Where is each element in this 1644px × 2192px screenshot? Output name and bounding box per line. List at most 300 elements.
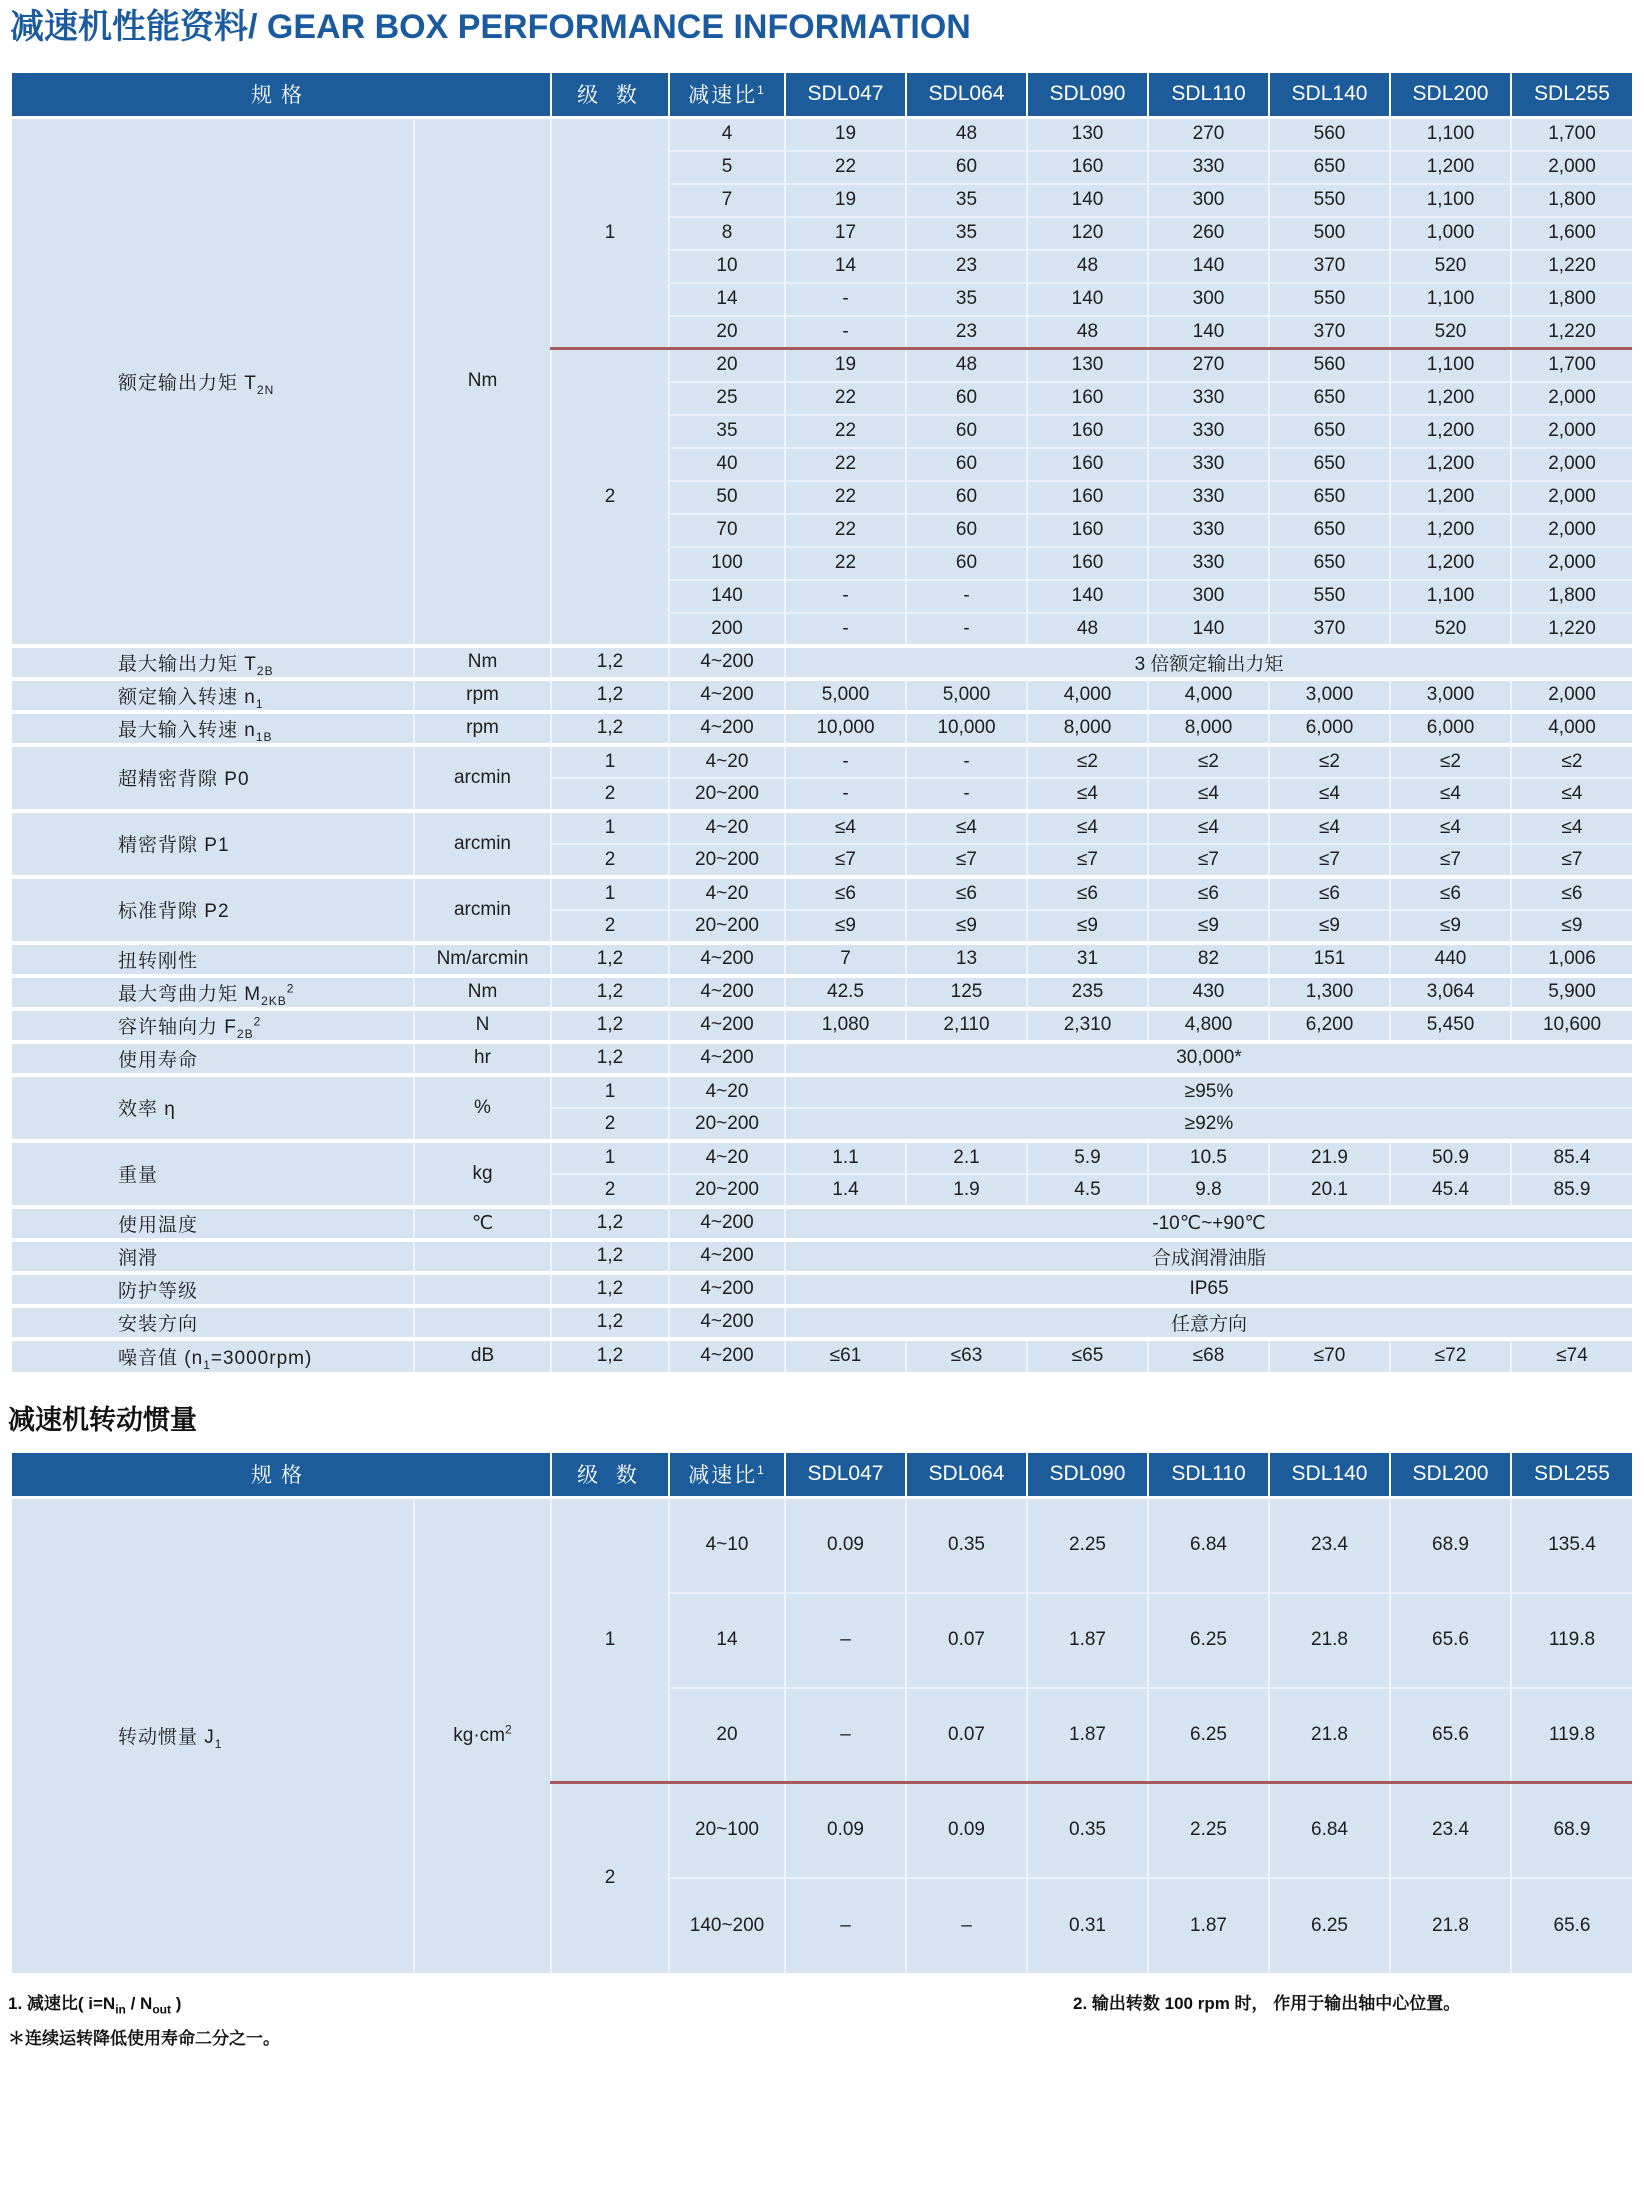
reduction-ratio-cell: 5 <box>669 151 785 184</box>
value-cell: - <box>906 613 1027 646</box>
value-cell: 0.35 <box>906 1498 1027 1593</box>
table-row <box>12 1306 1632 1339</box>
spec-label-cell: 使用温度 <box>12 1207 414 1240</box>
value-cell: 160 <box>1027 415 1148 448</box>
table-row <box>12 1009 1632 1042</box>
merged-value-cell: 合成润滑油脂 <box>785 1240 1632 1273</box>
table-row <box>12 712 1632 745</box>
spec-label-cell: 标准背隙 P2 <box>12 877 414 943</box>
value-cell: 1,700 <box>1511 349 1632 382</box>
value-cell: - <box>906 745 1027 778</box>
value-cell: 1,800 <box>1511 283 1632 316</box>
value-cell: 50.9 <box>1390 1141 1511 1174</box>
value-cell: 260 <box>1148 217 1269 250</box>
value-cell: 130 <box>1027 349 1148 382</box>
value-cell: 22 <box>785 481 906 514</box>
value-cell: 300 <box>1148 184 1269 217</box>
value-cell: ≤4 <box>1148 811 1269 844</box>
value-cell: 2.25 <box>1027 1498 1148 1593</box>
value-cell: 2,310 <box>1027 1009 1148 1042</box>
table-row <box>12 811 1632 844</box>
value-cell: 23 <box>906 250 1027 283</box>
value-cell: ≤9 <box>1511 910 1632 943</box>
value-cell: 140 <box>1027 283 1148 316</box>
reduction-ratio-cell: 35 <box>669 415 785 448</box>
table-row <box>12 1339 1632 1372</box>
value-cell: 1,300 <box>1269 976 1390 1009</box>
value-cell: 520 <box>1390 613 1511 646</box>
value-cell: 6.84 <box>1269 1783 1390 1878</box>
value-cell: ≤6 <box>1148 877 1269 910</box>
merged-value-cell: ≥95% <box>785 1075 1632 1108</box>
footnote-ratio: 1. 减速比( $i=N_{in} / N_{out}$ ) <box>8 1993 182 2016</box>
table-row <box>12 877 1632 910</box>
unit-cell <box>414 1240 551 1273</box>
value-cell: 68.9 <box>1511 1783 1632 1878</box>
column-header: SDL110 <box>1148 73 1269 118</box>
value-cell: ≤9 <box>1027 910 1148 943</box>
value-cell: 1,006 <box>1511 943 1632 976</box>
value-cell: ≤4 <box>1511 778 1632 811</box>
value-cell: 270 <box>1148 349 1269 382</box>
value-cell: 235 <box>1027 976 1148 1009</box>
value-cell: 23.4 <box>1390 1783 1511 1878</box>
reduction-ratio-cell: 4~200 <box>669 1273 785 1306</box>
unit-cell: arcmin <box>414 811 551 877</box>
unit-cell: rpm <box>414 712 551 745</box>
value-cell: 1,800 <box>1511 580 1632 613</box>
value-cell: 22 <box>785 151 906 184</box>
table-row <box>12 1042 1632 1075</box>
value-cell: ≤9 <box>1148 910 1269 943</box>
value-cell: 650 <box>1269 448 1390 481</box>
footnote-continuous-operation: ＊连续运转降低使用寿命二分之一。 <box>8 2028 280 2048</box>
reduction-ratio-cell: 4~200 <box>669 679 785 712</box>
value-cell: 160 <box>1027 448 1148 481</box>
value-cell: 60 <box>906 151 1027 184</box>
stage-count-cell: 1 <box>551 811 669 844</box>
value-cell: 160 <box>1027 481 1148 514</box>
value-cell: 48 <box>1027 250 1148 283</box>
value-cell: 0.07 <box>906 1593 1027 1688</box>
value-cell: 5,450 <box>1390 1009 1511 1042</box>
spec-label-cell: 最大弯曲力矩 $M_{2KB}^2$ <box>12 976 414 1009</box>
value-cell: ≤6 <box>1027 877 1148 910</box>
reduction-ratio-cell: 4~200 <box>669 1339 785 1372</box>
spec-label-cell: 精密背隙 P1 <box>12 811 414 877</box>
value-cell: 17 <box>785 217 906 250</box>
value-cell: 2,000 <box>1511 679 1632 712</box>
unit-cell: Nm <box>414 118 551 646</box>
stage-count-cell: 2 <box>551 778 669 811</box>
value-cell: ≤9 <box>1390 910 1511 943</box>
reduction-ratio-cell: 20 <box>669 316 785 349</box>
spec-label-cell: 效率 η <box>12 1075 414 1141</box>
value-cell: 13 <box>906 943 1027 976</box>
column-header: 规格 <box>12 1453 551 1498</box>
reduction-ratio-cell: 20~200 <box>669 910 785 943</box>
spec-label-cell: 重量 <box>12 1141 414 1207</box>
value-cell: 0.31 <box>1027 1878 1148 1973</box>
unit-cell: Nm/arcmin <box>414 943 551 976</box>
unit-cell: rpm <box>414 679 551 712</box>
value-cell: 4,000 <box>1511 712 1632 745</box>
value-cell: 130 <box>1027 118 1148 151</box>
stage-count-cell: 1 <box>551 1498 669 1783</box>
value-cell: 520 <box>1390 316 1511 349</box>
stage-count-cell: 2 <box>551 349 669 646</box>
column-header: SDL140 <box>1269 1453 1390 1498</box>
value-cell: 6,000 <box>1390 712 1511 745</box>
value-cell: 330 <box>1148 547 1269 580</box>
value-cell: 45.4 <box>1390 1174 1511 1207</box>
value-cell: 330 <box>1148 481 1269 514</box>
value-cell: ≤70 <box>1269 1339 1390 1372</box>
table-row <box>12 1240 1632 1273</box>
value-cell: 1,080 <box>785 1009 906 1042</box>
column-header: 减速比$^1$ <box>669 1453 785 1498</box>
merged-value-cell: 任意方向 <box>785 1306 1632 1339</box>
value-cell: 140 <box>1148 250 1269 283</box>
reduction-ratio-cell: 20~200 <box>669 844 785 877</box>
reduction-ratio-cell: 20 <box>669 1688 785 1783</box>
value-cell: 35 <box>906 184 1027 217</box>
value-cell: ≤61 <box>785 1339 906 1372</box>
table-row <box>12 745 1632 778</box>
value-cell: 10,000 <box>906 712 1027 745</box>
reduction-ratio-cell: 7 <box>669 184 785 217</box>
reduction-ratio-cell: 4~200 <box>669 943 785 976</box>
column-header: 级 数 <box>551 1453 669 1498</box>
value-cell: 35 <box>906 283 1027 316</box>
value-cell: 4.5 <box>1027 1174 1148 1207</box>
value-cell: 60 <box>906 382 1027 415</box>
stage-count-cell: 1,2 <box>551 943 669 976</box>
value-cell: 20.1 <box>1269 1174 1390 1207</box>
value-cell: 31 <box>1027 943 1148 976</box>
stage-count-cell: 1,2 <box>551 646 669 679</box>
spec-label-cell: 容许轴向力 $F_{2B}^2$ <box>12 1009 414 1042</box>
table-row <box>12 1141 1632 1174</box>
value-cell: 560 <box>1269 118 1390 151</box>
value-cell: 0.09 <box>785 1783 906 1878</box>
value-cell: 135.4 <box>1511 1498 1632 1593</box>
stage-count-cell: 1,2 <box>551 976 669 1009</box>
value-cell: ≤2 <box>1390 745 1511 778</box>
spec-label-cell: 额定输入转速 $n_1$ <box>12 679 414 712</box>
value-cell: 19 <box>785 118 906 151</box>
value-cell: 60 <box>906 448 1027 481</box>
value-cell: ≤2 <box>1148 745 1269 778</box>
value-cell: 48 <box>1027 316 1148 349</box>
value-cell: 1,100 <box>1390 349 1511 382</box>
reduction-ratio-cell: 20 <box>669 349 785 382</box>
reduction-ratio-cell: 200 <box>669 613 785 646</box>
stage-count-cell: 1,2 <box>551 1339 669 1372</box>
value-cell: 3,064 <box>1390 976 1511 1009</box>
value-cell: 5,000 <box>906 679 1027 712</box>
reduction-ratio-cell: 4~20 <box>669 1141 785 1174</box>
value-cell: ≤4 <box>1269 778 1390 811</box>
column-header: 规格 <box>12 73 551 118</box>
value-cell: ≤65 <box>1027 1339 1148 1372</box>
value-cell: 160 <box>1027 382 1148 415</box>
reduction-ratio-cell: 50 <box>669 481 785 514</box>
value-cell: 4,000 <box>1148 679 1269 712</box>
reduction-ratio-cell: 4~200 <box>669 646 785 679</box>
value-cell: 160 <box>1027 514 1148 547</box>
value-cell: 10,600 <box>1511 1009 1632 1042</box>
value-cell: 65.6 <box>1511 1878 1632 1973</box>
reduction-ratio-cell: 14 <box>669 1593 785 1688</box>
reduction-ratio-cell: 4~20 <box>669 811 785 844</box>
reduction-ratio-cell: 4 <box>669 118 785 151</box>
value-cell: 22 <box>785 448 906 481</box>
merged-value-cell: -10℃~+90℃ <box>785 1207 1632 1240</box>
unit-cell <box>414 1273 551 1306</box>
value-cell: ≤4 <box>906 811 1027 844</box>
value-cell: 85.4 <box>1511 1141 1632 1174</box>
reduction-ratio-cell: 8 <box>669 217 785 250</box>
value-cell: 119.8 <box>1511 1593 1632 1688</box>
value-cell: 1,600 <box>1511 217 1632 250</box>
value-cell: 500 <box>1269 217 1390 250</box>
value-cell: ≤68 <box>1148 1339 1269 1372</box>
value-cell: 2,000 <box>1511 448 1632 481</box>
value-cell: 68.9 <box>1390 1498 1511 1593</box>
value-cell: 2,000 <box>1511 415 1632 448</box>
table-row <box>12 1498 1632 1593</box>
reduction-ratio-cell: 4~20 <box>669 877 785 910</box>
value-cell: - <box>785 613 906 646</box>
value-cell: 6.84 <box>1148 1498 1269 1593</box>
value-cell: - <box>906 580 1027 613</box>
value-cell: 8,000 <box>1148 712 1269 745</box>
value-cell: 330 <box>1148 448 1269 481</box>
value-cell: 300 <box>1148 580 1269 613</box>
value-cell: 430 <box>1148 976 1269 1009</box>
value-cell: ≤74 <box>1511 1339 1632 1372</box>
value-cell: ≤2 <box>1511 745 1632 778</box>
stage-count-cell: 2 <box>551 1783 669 1973</box>
value-cell: – <box>785 1593 906 1688</box>
value-cell: 19 <box>785 184 906 217</box>
value-cell: 14 <box>785 250 906 283</box>
reduction-ratio-cell: 20~100 <box>669 1783 785 1878</box>
value-cell: 1,200 <box>1390 382 1511 415</box>
unit-cell <box>414 1306 551 1339</box>
value-cell: ≤4 <box>1269 811 1390 844</box>
table-row <box>12 118 1632 151</box>
column-header: SDL090 <box>1027 73 1148 118</box>
column-header: SDL064 <box>906 73 1027 118</box>
value-cell: 1,100 <box>1390 580 1511 613</box>
value-cell: ≤4 <box>1027 811 1148 844</box>
value-cell: ≤9 <box>906 910 1027 943</box>
column-header: SDL064 <box>906 1453 1027 1498</box>
value-cell: 7 <box>785 943 906 976</box>
stage-count-cell: 1,2 <box>551 1207 669 1240</box>
value-cell: 6.25 <box>1269 1878 1390 1973</box>
value-cell: 1.9 <box>906 1174 1027 1207</box>
value-cell: 140 <box>1027 184 1148 217</box>
value-cell: 300 <box>1148 283 1269 316</box>
value-cell: ≤7 <box>906 844 1027 877</box>
value-cell: ≤2 <box>1027 745 1148 778</box>
reduction-ratio-cell: 4~200 <box>669 1042 785 1075</box>
unit-cell: hr <box>414 1042 551 1075</box>
value-cell: 60 <box>906 547 1027 580</box>
value-cell: - <box>906 778 1027 811</box>
value-cell: 48 <box>906 349 1027 382</box>
column-header: SDL200 <box>1390 1453 1511 1498</box>
value-cell: 35 <box>906 217 1027 250</box>
spec-label-cell: 使用寿命 <box>12 1042 414 1075</box>
value-cell: ≤4 <box>1390 811 1511 844</box>
spec-label-cell: 噪音值 $(n_1=3000rpm)$ <box>12 1339 414 1372</box>
reduction-ratio-cell: 4~200 <box>669 712 785 745</box>
value-cell: - <box>785 316 906 349</box>
table-row <box>12 1207 1632 1240</box>
value-cell: 22 <box>785 547 906 580</box>
value-cell: 21.8 <box>1269 1593 1390 1688</box>
value-cell: 23 <box>906 316 1027 349</box>
stage-count-cell: 1,2 <box>551 679 669 712</box>
value-cell: 1.1 <box>785 1141 906 1174</box>
column-header: SDL047 <box>785 73 906 118</box>
value-cell: 330 <box>1148 382 1269 415</box>
column-header: 级 数 <box>551 73 669 118</box>
reduction-ratio-cell: 20~200 <box>669 1174 785 1207</box>
value-cell: 0.09 <box>785 1498 906 1593</box>
column-header: SDL140 <box>1269 73 1390 118</box>
spec-label-cell: 最大输出力矩 $T_{2B}$ <box>12 646 414 679</box>
value-cell: 10,000 <box>785 712 906 745</box>
value-cell: 60 <box>906 514 1027 547</box>
spec-label-cell: 安装方向 <box>12 1306 414 1339</box>
value-cell: ≤7 <box>1027 844 1148 877</box>
stage-count-cell: 1 <box>551 1141 669 1174</box>
value-cell: 1.4 <box>785 1174 906 1207</box>
reduction-ratio-cell: 4~200 <box>669 1009 785 1042</box>
value-cell: ≤4 <box>785 811 906 844</box>
reduction-ratio-cell: 10 <box>669 250 785 283</box>
value-cell: 1,220 <box>1511 250 1632 283</box>
reduction-ratio-cell: 70 <box>669 514 785 547</box>
value-cell: ≤7 <box>1390 844 1511 877</box>
value-cell: ≤6 <box>1269 877 1390 910</box>
column-header: SDL110 <box>1148 1453 1269 1498</box>
value-cell: 650 <box>1269 415 1390 448</box>
reduction-ratio-cell: 4~20 <box>669 745 785 778</box>
value-cell: 1.87 <box>1148 1878 1269 1973</box>
value-cell: 48 <box>906 118 1027 151</box>
value-cell: 140 <box>1148 316 1269 349</box>
inertia-heading: 减速机转动惯量 <box>8 1404 197 1435</box>
value-cell: 21.8 <box>1390 1878 1511 1973</box>
merged-value-cell: 3 倍额定输出力矩 <box>785 646 1632 679</box>
value-cell: ≤63 <box>906 1339 1027 1372</box>
column-header: SDL090 <box>1027 1453 1148 1498</box>
value-cell: 560 <box>1269 349 1390 382</box>
value-cell: ≤7 <box>1269 844 1390 877</box>
value-cell: - <box>785 283 906 316</box>
value-cell: - <box>785 580 906 613</box>
reduction-ratio-cell: 20~200 <box>669 778 785 811</box>
column-header: SDL255 <box>1511 1453 1632 1498</box>
reduction-ratio-cell: 100 <box>669 547 785 580</box>
value-cell: 160 <box>1027 547 1148 580</box>
value-cell: ≤7 <box>1148 844 1269 877</box>
stage-count-cell: 1,2 <box>551 1306 669 1339</box>
value-cell: 22 <box>785 382 906 415</box>
spec-label-cell: 扭转刚性 <box>12 943 414 976</box>
stage-count-cell: 1 <box>551 745 669 778</box>
value-cell: 10.5 <box>1148 1141 1269 1174</box>
value-cell: 1,200 <box>1390 514 1511 547</box>
value-cell: - <box>785 778 906 811</box>
stage-count-cell: 1,2 <box>551 1042 669 1075</box>
value-cell: 2.25 <box>1148 1783 1269 1878</box>
value-cell: 1.87 <box>1027 1593 1148 1688</box>
page-title: 减速机性能资料/ GEAR BOX PERFORMANCE INFORMATION <box>10 8 971 46</box>
unit-cell: arcmin <box>414 877 551 943</box>
value-cell: ≤4 <box>1027 778 1148 811</box>
reduction-ratio-cell: 40 <box>669 448 785 481</box>
value-cell: 2,000 <box>1511 514 1632 547</box>
value-cell: 650 <box>1269 481 1390 514</box>
value-cell: ≤2 <box>1269 745 1390 778</box>
spec-label-cell: 最大输入转速 $n_{1B}$ <box>12 712 414 745</box>
value-cell: ≤9 <box>1269 910 1390 943</box>
table-row <box>12 679 1632 712</box>
merged-value-cell: ≥92% <box>785 1108 1632 1141</box>
value-cell: 550 <box>1269 580 1390 613</box>
column-header: SDL200 <box>1390 73 1511 118</box>
value-cell: 1,220 <box>1511 613 1632 646</box>
reduction-ratio-cell: 140 <box>669 580 785 613</box>
value-cell: 3,000 <box>1390 679 1511 712</box>
value-cell: 370 <box>1269 316 1390 349</box>
value-cell: 6,000 <box>1269 712 1390 745</box>
value-cell: 330 <box>1148 514 1269 547</box>
value-cell: ≤4 <box>1511 811 1632 844</box>
reduction-ratio-cell: 4~200 <box>669 1240 785 1273</box>
value-cell: 650 <box>1269 547 1390 580</box>
spec-label-cell: 防护等级 <box>12 1273 414 1306</box>
value-cell: 370 <box>1269 250 1390 283</box>
value-cell: 1,200 <box>1390 415 1511 448</box>
stage-count-cell: 1 <box>551 1075 669 1108</box>
value-cell: 125 <box>906 976 1027 1009</box>
stage-count-cell: 2 <box>551 1108 669 1141</box>
unit-cell: ℃ <box>414 1207 551 1240</box>
value-cell: 21.8 <box>1269 1688 1390 1783</box>
value-cell: ≤4 <box>1390 778 1511 811</box>
value-cell: 1,100 <box>1390 283 1511 316</box>
value-cell: 2,000 <box>1511 547 1632 580</box>
value-cell: 1,200 <box>1390 547 1511 580</box>
spec-label-cell: 润滑 <box>12 1240 414 1273</box>
value-cell: 8,000 <box>1027 712 1148 745</box>
value-cell: 550 <box>1269 283 1390 316</box>
footnotes <box>8 1989 1636 2049</box>
value-cell: 22 <box>785 415 906 448</box>
value-cell: 19 <box>785 349 906 382</box>
value-cell: 1,200 <box>1390 448 1511 481</box>
value-cell: 6.25 <box>1148 1593 1269 1688</box>
value-cell: 82 <box>1148 943 1269 976</box>
